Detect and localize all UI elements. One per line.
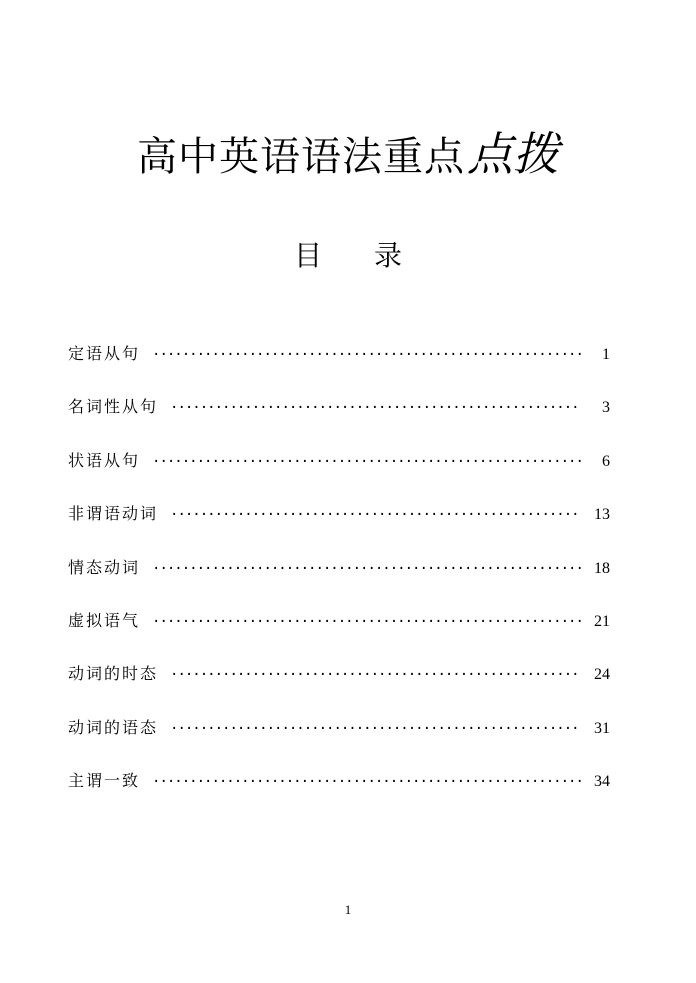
toc-entry-noun-clause[interactable] [68,389,610,442]
toc-entry-verb-voice[interactable] [68,710,610,763]
toc-entry-page: 3 [602,399,610,417]
toc-entry-label: 定语从句 [68,344,141,363]
toc-dot-leader [152,444,582,480]
footer-page-number: 1 [344,902,352,917]
toc-entry-label: 状语从句 [68,450,141,470]
toc-dot-leader [170,657,582,693]
toc-heading [0,236,696,276]
toc-entry-label: 名词性从句 [68,397,159,417]
toc-entry-page: 1 [602,346,610,363]
toc-heading-right: 录 [374,239,403,272]
toc-entry-label: 动词的时态 [68,664,159,684]
toc-entry-verb-tenses[interactable] [68,656,610,709]
toc-entry-non-finite-verbs[interactable] [68,496,610,549]
toc-entry-page: 6 [602,452,610,470]
toc-entry-label: 虚拟语气 [68,610,141,630]
toc-entry-label: 情态动词 [68,557,141,577]
toc-entry-label: 非谓语动词 [68,504,159,524]
toc-entry-label: 动词的语态 [68,717,159,737]
title-emphasis-text: 点拨 [467,127,559,181]
toc-entry-page: 18 [594,559,610,577]
title-main-text: 高中英语语法重点 [137,134,465,180]
table-of-contents [68,336,610,817]
toc-entry-page: 34 [594,773,610,791]
toc-dot-leader [170,497,582,533]
toc-entry-subjunctive-mood[interactable] [68,603,610,656]
toc-heading-left: 目 [293,239,322,272]
toc-entry-page: 21 [594,612,610,630]
toc-entry-attributive-clause[interactable] [68,336,610,389]
toc-entry-modal-verbs[interactable] [68,550,610,603]
toc-entry-label: 主谓一致 [68,771,141,791]
toc-dot-leader [170,711,582,747]
toc-dot-leader [152,764,582,800]
toc-entry-page: 13 [594,506,610,524]
toc-dot-leader [152,337,582,373]
toc-dot-leader [152,551,582,587]
toc-entry-subject-verb-agreement[interactable] [68,763,610,816]
toc-dot-leader [152,604,582,640]
page-title [0,124,696,187]
toc-entry-page: 24 [594,666,610,684]
toc-dot-leader [170,390,582,426]
toc-entry-adverbial-clause[interactable] [68,443,610,496]
toc-entry-page: 31 [594,719,610,737]
